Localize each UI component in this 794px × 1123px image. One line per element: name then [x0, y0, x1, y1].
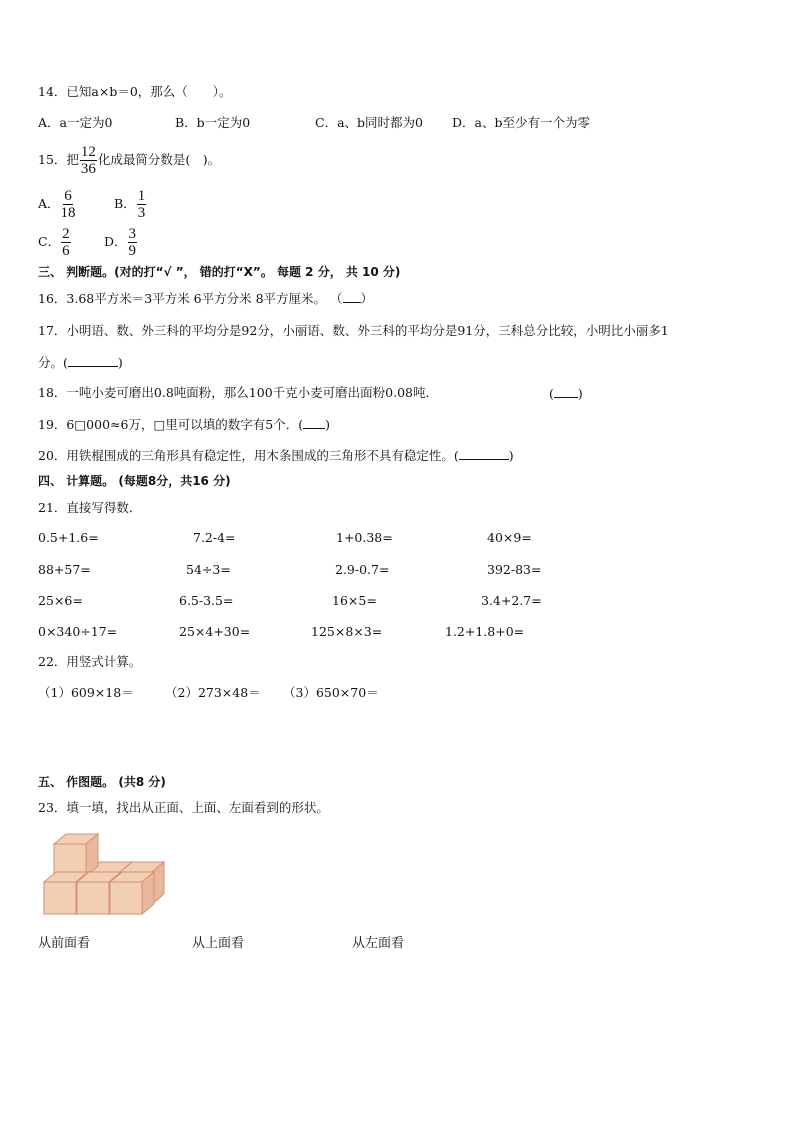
q17-text: 分。( — [38, 355, 68, 370]
q17-cont — [38, 354, 123, 371]
cube-stack-figure — [40, 830, 172, 924]
q14-stem: 14．已知a×b＝0，那么（ ）。 — [38, 84, 232, 99]
q22-item: （2）273×48＝ — [165, 685, 261, 700]
view-label-left: 从左面看 — [352, 936, 405, 951]
paren: ) — [117, 355, 123, 370]
q16 — [38, 290, 373, 307]
calc-item: 88+57= — [38, 562, 91, 577]
q14-option-d: D．a、b至少有一个为零 — [452, 115, 590, 130]
cube-face — [110, 882, 142, 914]
q22-item: （3）650×70＝ — [283, 685, 379, 700]
q15-option-a — [38, 186, 77, 222]
paren: ） — [360, 291, 374, 306]
calc-item: 0.5+1.6= — [38, 530, 99, 545]
q19 — [38, 416, 330, 433]
denominator: 36 — [80, 161, 96, 177]
q21-title: 21．直接写得数． — [38, 500, 142, 515]
q20-text: 20．用铁棍围成的三角形具有稳定性，用木条围成的三角形不具有稳定性。( — [38, 448, 459, 463]
q15-post: 化成最简分数是( )。 — [97, 152, 221, 167]
label: C． — [38, 234, 61, 249]
label: B． — [114, 196, 136, 211]
calc-item: 7.2-4= — [193, 530, 236, 545]
calc-item: 16×5= — [332, 593, 377, 608]
q15-option-c — [38, 224, 72, 260]
q14-option-a: A．a一定为0 — [38, 115, 113, 130]
numerator: 12 — [80, 144, 96, 160]
calc-item: 25×4+30= — [179, 624, 251, 639]
q15-pre: 15．把 — [38, 152, 79, 167]
view-label-top: 从上面看 — [192, 936, 245, 951]
answer-blank[interactable] — [343, 290, 361, 303]
calc-item: 6.5-3.5= — [179, 593, 234, 608]
q16-text: 16．3.68平方米＝3平方米 6平方分米 8平方厘米。 （ — [38, 291, 343, 306]
paren: ) — [577, 386, 583, 401]
q20 — [38, 447, 514, 464]
section-3-heading: 三、 判断题。(对的打“√ ”， 错的打“X”。 每题 2 分， 共 10 分) — [38, 265, 401, 279]
calc-item: 1.2+1.8+0= — [445, 624, 525, 639]
answer-blank[interactable] — [68, 354, 118, 367]
q14-option-c: C．a、b同时都为0 — [315, 115, 423, 130]
calc-item: 3.4+2.7= — [481, 593, 542, 608]
label: A． — [38, 196, 60, 211]
paren: ) — [508, 448, 514, 463]
paren: ( — [549, 386, 554, 401]
denominator: 9 — [128, 243, 137, 259]
cube-face — [77, 882, 109, 914]
numerator: 2 — [62, 226, 70, 242]
q19-text: 19．6□000≈6万，□里可以填的数字有5个．( — [38, 417, 304, 432]
cube-face — [54, 844, 86, 876]
q18-answer — [549, 385, 583, 402]
q15-stem — [38, 142, 220, 178]
answer-blank[interactable] — [303, 416, 325, 429]
q14-option-b: B．b一定为0 — [175, 115, 251, 130]
view-label-front: 从前面看 — [38, 936, 91, 951]
paren: ) — [325, 417, 330, 432]
q22-item: （1）609×18＝ — [38, 685, 134, 700]
section-4-heading: 四、 计算题。 (每题8分，共16 分) — [38, 474, 231, 488]
calc-item: 54÷3= — [186, 562, 231, 577]
answer-blank[interactable] — [459, 447, 509, 460]
answer-blank[interactable] — [554, 385, 578, 398]
calc-item: 125×8×3= — [311, 624, 383, 639]
q22-title: 22．用竖式计算。 — [38, 654, 142, 669]
q17: 17．小明语、数、外三科的平均分是92分，小丽语、数、外三科的平均分是91分，三科总分比较，小明比小丽多1 — [38, 323, 669, 338]
calc-item: 2.9-0.7= — [335, 562, 390, 577]
denominator: 3 — [137, 205, 146, 221]
calc-item: 25×6= — [38, 593, 83, 608]
section-5-heading: 五、 作图题。 (共8 分) — [38, 775, 166, 789]
cube-face — [44, 882, 76, 914]
q23-title: 23．填一填，找出从正面、上面、左面看到的形状。 — [38, 800, 329, 815]
q18: 18．一吨小麦可磨出0.8吨面粉，那么100千克小麦可磨出面粉0.08吨． — [38, 385, 438, 400]
calc-item: 1+0.38= — [336, 530, 393, 545]
q15-option-d — [104, 224, 138, 260]
calc-item: 40×9= — [487, 530, 532, 545]
numerator: 1 — [137, 188, 146, 204]
label: D． — [104, 234, 127, 249]
denominator: 18 — [60, 205, 76, 221]
q15-option-b — [114, 186, 147, 222]
numerator: 6 — [64, 188, 72, 204]
numerator: 3 — [128, 226, 137, 242]
calc-item: 392-83= — [487, 562, 542, 577]
calc-item: 0×340÷17= — [38, 624, 118, 639]
q15-fraction — [80, 144, 97, 177]
denominator: 6 — [62, 243, 70, 259]
